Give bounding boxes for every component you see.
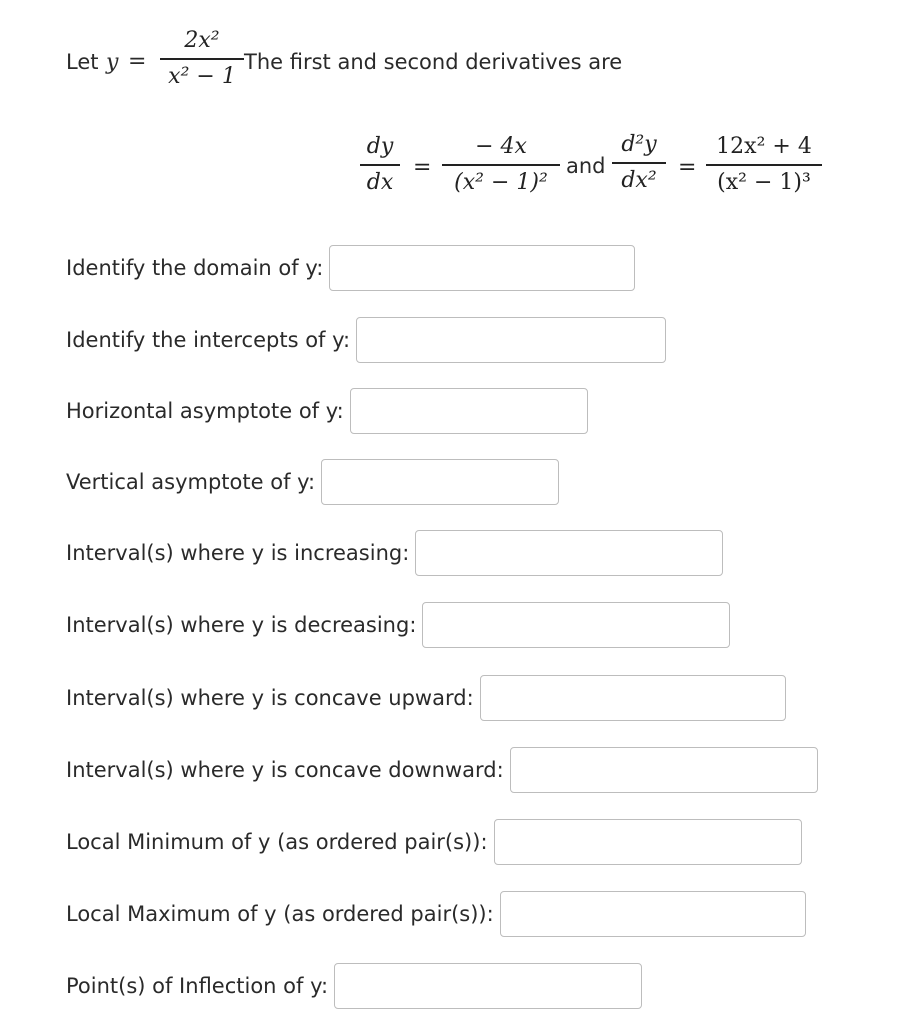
first-equals: = bbox=[413, 155, 432, 180]
local-maximum-input[interactable] bbox=[500, 891, 806, 937]
first-derivative-denominator: (x² − 1)² bbox=[454, 169, 548, 195]
d2y-numerator: d²y bbox=[621, 132, 657, 157]
question-increasing bbox=[66, 530, 723, 576]
function-fraction bbox=[160, 30, 244, 88]
second-derivative-fraction bbox=[706, 136, 822, 194]
concave-downward-input[interactable] bbox=[510, 747, 818, 793]
question-decreasing bbox=[66, 602, 730, 648]
question-local-maximum bbox=[66, 891, 806, 937]
and-text: and bbox=[566, 154, 606, 178]
question-inflection bbox=[66, 963, 642, 1009]
question-domain bbox=[66, 245, 635, 291]
increasing-input[interactable] bbox=[415, 530, 723, 576]
let-text: Let bbox=[66, 50, 99, 74]
intercepts-input[interactable] bbox=[356, 317, 666, 363]
horizontal-asymptote-input[interactable] bbox=[350, 388, 588, 434]
question-label: Local Minimum of y (as ordered pair(s)): bbox=[66, 830, 488, 854]
question-label: Interval(s) where y is concave downward: bbox=[66, 758, 504, 782]
intro-text: The first and second derivatives are bbox=[244, 50, 623, 74]
dx2-denominator: dx² bbox=[621, 167, 657, 193]
second-derivative-numerator: 12x² + 4 bbox=[716, 134, 812, 159]
function-denominator: x² − 1 bbox=[168, 63, 236, 89]
equals-sign: = bbox=[128, 49, 147, 74]
question-label: Point(s) of Inflection of y: bbox=[66, 974, 329, 998]
question-label: Interval(s) where y is concave upward: bbox=[66, 686, 474, 710]
vertical-asymptote-input[interactable] bbox=[321, 459, 559, 505]
question-label: Local Maximum of y (as ordered pair(s)): bbox=[66, 902, 494, 926]
local-minimum-input[interactable] bbox=[494, 819, 802, 865]
question-concave-downward bbox=[66, 747, 818, 793]
domain-input[interactable] bbox=[329, 245, 635, 291]
first-derivative-fraction bbox=[442, 136, 560, 194]
second-equals: = bbox=[678, 155, 697, 180]
question-local-minimum bbox=[66, 819, 802, 865]
question-label: Interval(s) where y is increasing: bbox=[66, 541, 410, 565]
y-variable: y bbox=[106, 50, 119, 75]
question-label: Identify the domain of y: bbox=[66, 256, 324, 280]
question-horizontal-asymptote bbox=[66, 388, 588, 434]
dx-denominator: dx bbox=[366, 169, 394, 195]
question-label: Interval(s) where y is decreasing: bbox=[66, 613, 417, 637]
concave-upward-input[interactable] bbox=[480, 675, 786, 721]
question-label: Horizontal asymptote of y: bbox=[66, 399, 344, 423]
inflection-input[interactable] bbox=[334, 963, 642, 1009]
dy-numerator: dy bbox=[366, 134, 394, 159]
function-numerator: 2x² bbox=[184, 28, 220, 53]
question-label: Identify the intercepts of y: bbox=[66, 328, 351, 352]
question-intercepts bbox=[66, 317, 666, 363]
first-derivative-numerator: − 4x bbox=[475, 134, 527, 159]
decreasing-input[interactable] bbox=[422, 602, 730, 648]
second-derivative-denominator: (x² − 1)³ bbox=[717, 169, 811, 195]
dy-dx-fraction bbox=[360, 136, 400, 194]
question-label: Vertical asymptote of y: bbox=[66, 470, 316, 494]
d2y-dx2-fraction bbox=[612, 134, 666, 192]
question-vertical-asymptote bbox=[66, 459, 559, 505]
question-concave-upward bbox=[66, 675, 786, 721]
